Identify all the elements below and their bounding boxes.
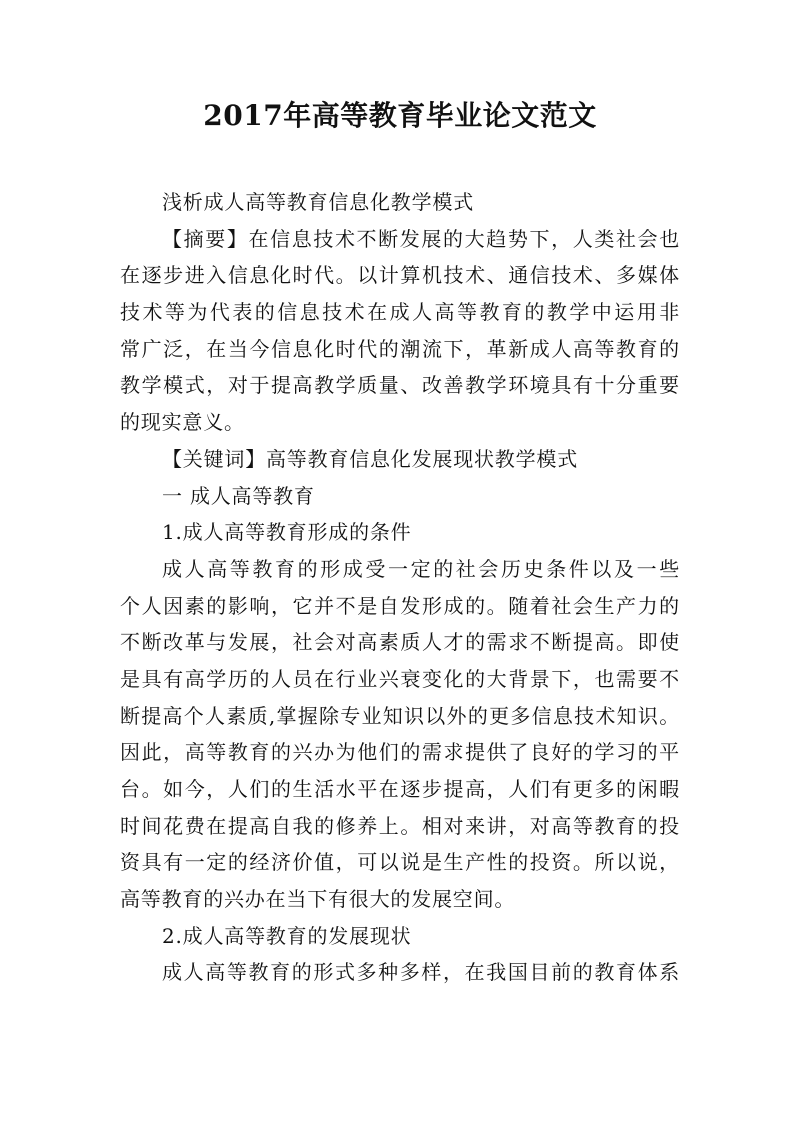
abstract-line: 技术等为代表的信息技术在成人高等教育的教学中运用非 [120,300,680,325]
abstract-line: 教学模式，对于提高教学质量、改善教学环境具有十分重要 [120,373,680,398]
abstract-line: 【摘要】在信息技术不断发展的大趋势下，人类社会也 [162,226,680,251]
abstract-line: 的现实意义。 [120,410,245,435]
abstract-line: 常广泛，在当今信息化时代的潮流下，革新成人高等教育的 [120,336,680,361]
paragraph-line: 资具有一定的经济价值，可以说是生产性的投资。所以说， [120,850,680,875]
document-title: 2017年高等教育毕业论文范文 [203,99,597,132]
section-heading: 一 成人高等教育 [162,483,315,508]
subsection-heading: 1.成人高等教育形成的条件 [162,520,412,545]
document-body [120,184,680,991]
paragraph-line: 成人高等教育的形式多种多样，在我国目前的教育体系 [162,960,680,985]
article-subtitle: 浅析成人高等教育信息化教学模式 [162,190,474,214]
paragraph-line: 断提高个人素质,掌握除专业知识以外的更多信息技术知识。 [120,703,680,728]
paragraph-line: 时间花费在提高自我的修养上。相对来讲，对高等教育的投 [120,813,680,838]
paragraph-line: 不断改革与发展，社会对高素质人才的需求不断提高。即使 [120,630,680,655]
subsection-heading: 2.成人高等教育的发展现状 [162,923,412,948]
paragraph-line: 因此，高等教育的兴办为他们的需求提供了良好的学习的平 [120,740,680,765]
paragraph-line: 高等教育的兴办在当下有很大的发展空间。 [120,887,516,912]
paragraph-line: 个人因素的影响，它并不是自发形成的。随着社会生产力的 [120,593,680,618]
abstract-line: 在逐步进入信息化时代。以计算机技术、通信技术、多媒体 [120,263,680,288]
paragraph-line: 台。如今，人们的生活水平在逐步提高，人们有更多的闲暇 [120,777,680,801]
paragraph-line: 成人高等教育的形成受一定的社会历史条件以及一些 [162,556,680,581]
keywords-line: 【关键词】高等教育信息化发展现状教学模式 [162,446,578,471]
paragraph-line: 是具有高学历的人员在行业兴衰变化的大背景下，也需要不 [120,666,680,691]
